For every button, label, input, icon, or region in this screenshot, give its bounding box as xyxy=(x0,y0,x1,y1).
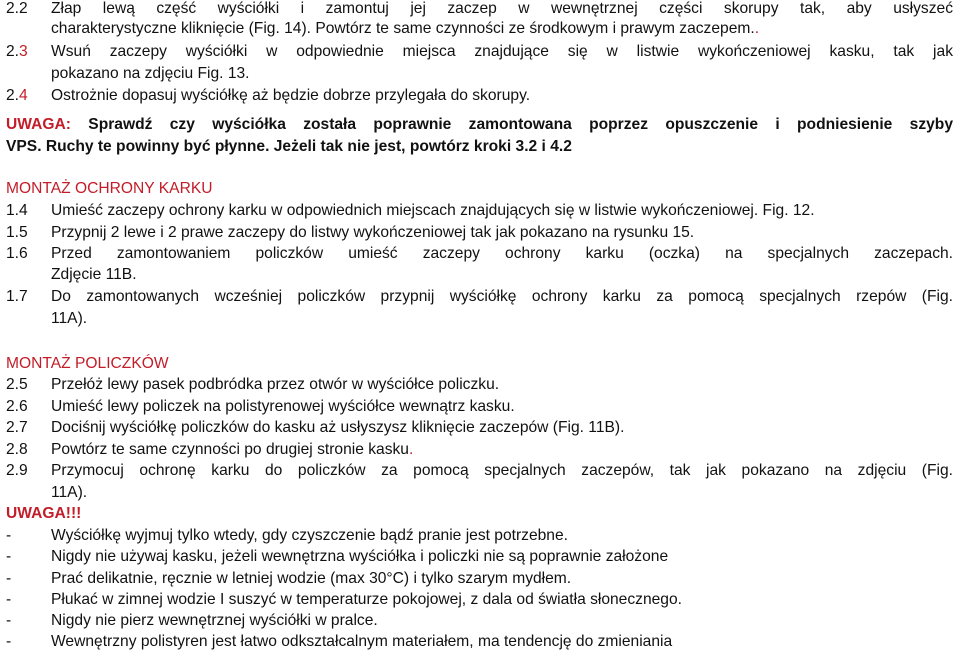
step-text: Dociśnij wyściółkę policzków do kasku aż usłyszysz kliknięcie zaczepów (Fig. 11B). xyxy=(51,419,625,436)
step-number: 2.6 xyxy=(6,398,28,415)
step-number: 1.6 xyxy=(6,245,28,262)
step-text: Przypnij 2 lewe i 2 prawe zaczepy do listwy wykończeniowej tak jak pokazano na rysunku 15. xyxy=(51,224,695,241)
warning-heading: UWAGA!!! xyxy=(6,505,82,522)
warning-text: Sprawdź czy wyściółka została poprawnie zamontowana poprzez opuszczenie i podniesienie szyby xyxy=(88,116,953,133)
step-number: 2.8 xyxy=(6,441,28,458)
step-text: Złap lewą część wyściółki i zamontuj jej zaczep w wewnętrznej części skorupy tak, aby usłyszeć xyxy=(51,0,953,17)
step-number: 2.9 xyxy=(6,462,28,479)
section-heading-neck: MONTAŻ OCHRONY KARKU xyxy=(6,180,213,197)
step-number: 2.7 xyxy=(6,419,28,436)
step-text-cont: 11A). xyxy=(51,310,88,327)
dash-bullet: - xyxy=(6,612,12,629)
step-text-cont: charakterystyczne kliknięcie (Fig. 14). Powtórz te same czynności ze środkowym i prawym zaczepem.. xyxy=(51,20,760,37)
step-text-cont: 11A). xyxy=(51,484,88,501)
care-text: Nigdy nie używaj kasku, jeżeli wewnętrzna wyściółka i policzki nie są poprawnie założone xyxy=(51,548,669,565)
step-text: Przełóż lewy pasek podbródka przez otwór w wyściółce policzku. xyxy=(51,376,500,393)
step-text: Ostrożnie dopasuj wyściółkę aż będzie dobrze przylegała do skorupy. xyxy=(51,87,531,104)
step-number: 2.5 xyxy=(6,376,28,393)
dash-bullet: - xyxy=(6,633,12,650)
step-text: Przed zamontowaniem policzków umieść zaczepy ochrony karku (oczka) na specjalnych zaczepach. xyxy=(51,245,953,262)
step-text: Wsuń zaczepy wyściółki w odpowiednie miejsca znajdujące się w listwie wykończeniowej kasku, tak jak xyxy=(51,43,953,60)
step-number: 2.3 xyxy=(6,43,28,60)
step-text-cont: Zdjęcie 11B. xyxy=(51,266,137,283)
care-text: Wyściółkę wyjmuj tylko wtedy, gdy czyszczenie bądź pranie jest potrzebne. xyxy=(51,527,568,544)
dash-bullet: - xyxy=(6,591,12,608)
step-number: 1.7 xyxy=(6,288,28,305)
warning-label: UWAGA: xyxy=(6,116,71,133)
section-heading-cheeks: MONTAŻ POLICZKÓW xyxy=(6,355,169,372)
dash-bullet: - xyxy=(6,570,12,587)
dash-bullet: - xyxy=(6,527,12,544)
care-text: Płukać w zimnej wodzie I suszyć w temperaturze pokojowej, z dala od światła słonecznego. xyxy=(51,591,682,608)
care-text: Prać delikatnie, ręcznie w letniej wodzie (max 30°C) i tylko szarym mydłem. xyxy=(51,570,572,587)
step-number: 2.2 xyxy=(6,0,28,17)
warning-text-cont: VPS. Ruchy te powinny być płynne. Jeżeli tak nie jest, powtórz kroki 3.2 i 4.2 xyxy=(6,138,572,155)
step-text: Powtórz te same czynności po drugiej stronie kasku. xyxy=(51,441,414,458)
care-text: Nigdy nie pierz wewnętrznej wyściółki w pralce. xyxy=(51,612,378,629)
warning-line-2 xyxy=(6,136,953,157)
step-text: Umieść lewy policzek na polistyrenowej wyściółce wewnątrz kasku. xyxy=(51,398,515,415)
warning-line-1 xyxy=(6,114,953,135)
step-text: Do zamontowanych wcześniej policzków przypnij wyściółkę ochrony karku za pomocą specjalnych rzepów (Fig. xyxy=(51,288,953,305)
step-text: Umieść zaczepy ochrony karku w odpowiednich miejscach znajdujących się w listwie wykończeniowej. Fig. 12. xyxy=(51,202,815,219)
step-number: 1.4 xyxy=(6,202,28,219)
care-text: Wewnętrzny polistyren jest łatwo odkształcalnym materiałem, ma tendencję do zmieniania xyxy=(51,633,673,650)
step-text-cont: pokazano na zdjęciu Fig. 13. xyxy=(51,65,250,82)
step-number: 1.5 xyxy=(6,224,28,241)
step-number: 2.4 xyxy=(6,87,28,104)
dash-bullet: - xyxy=(6,548,12,565)
step-text: Przymocuj ochronę karku do policzków za pomocą specjalnych zaczepów, tak jak pokazano na zdjęciu (Fig. xyxy=(51,462,953,479)
